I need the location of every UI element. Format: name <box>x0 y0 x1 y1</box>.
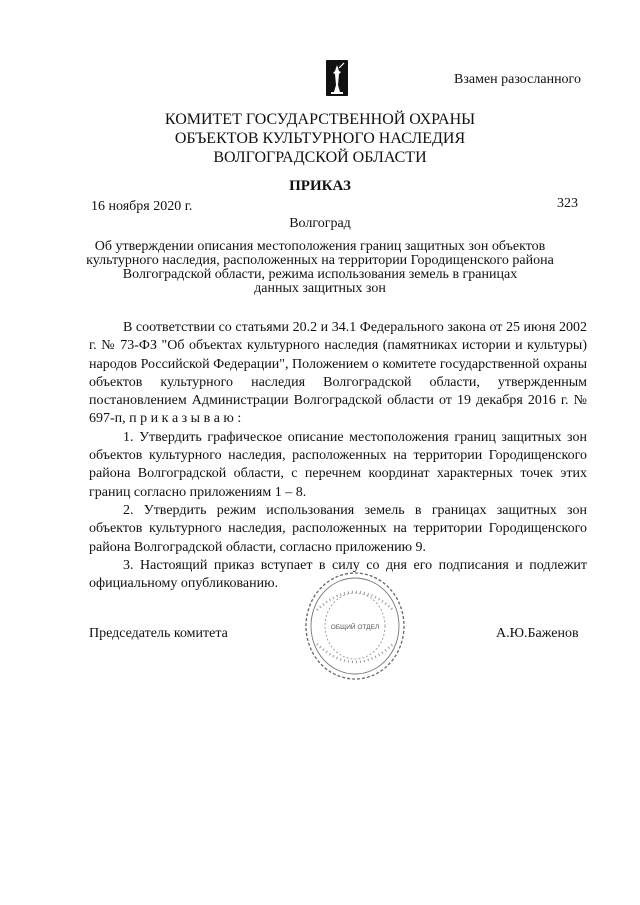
order-city: Волгоград <box>289 216 351 231</box>
order-date: 16 ноября 2020 г. <box>91 199 193 214</box>
seal-text: ОБЩИЙ ОТДЕЛ <box>330 624 380 631</box>
committee-line: КОМИТЕТ ГОСУДАРСТВЕННОЙ ОХРАНЫ <box>164 111 476 128</box>
body-paragraph: 2. Утвердить режим использования земель в границах защитных зон объектов культурного наследия, расположенных на территории Городищенского района Волгоградской области, согласно приложению 9. <box>89 502 587 555</box>
signature-name: А.Ю.Баженов <box>496 626 579 641</box>
replace-note: Взамен разосланного <box>454 72 581 87</box>
order-title: ПРИКАЗ <box>289 178 351 194</box>
committee-name <box>0 110 640 167</box>
subject-line: Об утверждении описания местоположения границ защитных зон объектов <box>94 239 546 254</box>
committee-line: ОБЪЕКТОВ КУЛЬТУРНОГО НАСЛЕДИЯ <box>174 130 466 147</box>
committee-line: ВОЛГОГРАДСКОЙ ОБЛАСТИ <box>213 149 427 166</box>
order-number: 323 <box>557 196 578 211</box>
signature-title: Председатель комитета <box>89 626 228 641</box>
order-subject <box>70 240 570 296</box>
order-body <box>89 319 587 593</box>
subject-line: культурного наследия, расположенных на территории Городищенского района <box>86 253 554 268</box>
volgograd-emblem-icon <box>325 59 349 97</box>
official-seal <box>303 570 407 682</box>
body-paragraph: 3. Настоящий приказ вступает в силу со дня его подписания и подлежит официальному опубликованию. <box>89 557 587 592</box>
subject-line: данных защитных зон <box>254 281 386 296</box>
subject-line: Волгоградской области, режима использования земель в границах <box>122 267 518 282</box>
body-paragraph: В соответствии со статьями 20.2 и 34.1 Федерального закона от 25 июня 2002 г. № 73-ФЗ "Об объектах культурного наследия (памятниках истории и культуры) народов Российской Федерации", Положением о комитете государственной охраны объектов культурного наследия Волгоградской области, утвержденным постановлением Администрации Волгоградской области от 19 декабря 2016 г. № 697-п, п р и к а з ы в а ю : <box>89 320 587 427</box>
body-paragraph: 1. Утвердить графическое описание местоположения границ защитных зон объектов культурного наследия, расположенных на территории Городищенского района Волгоградской области, с перечнем координат характерных точек этих границ согласно приложениям 1 – 8. <box>89 429 587 500</box>
